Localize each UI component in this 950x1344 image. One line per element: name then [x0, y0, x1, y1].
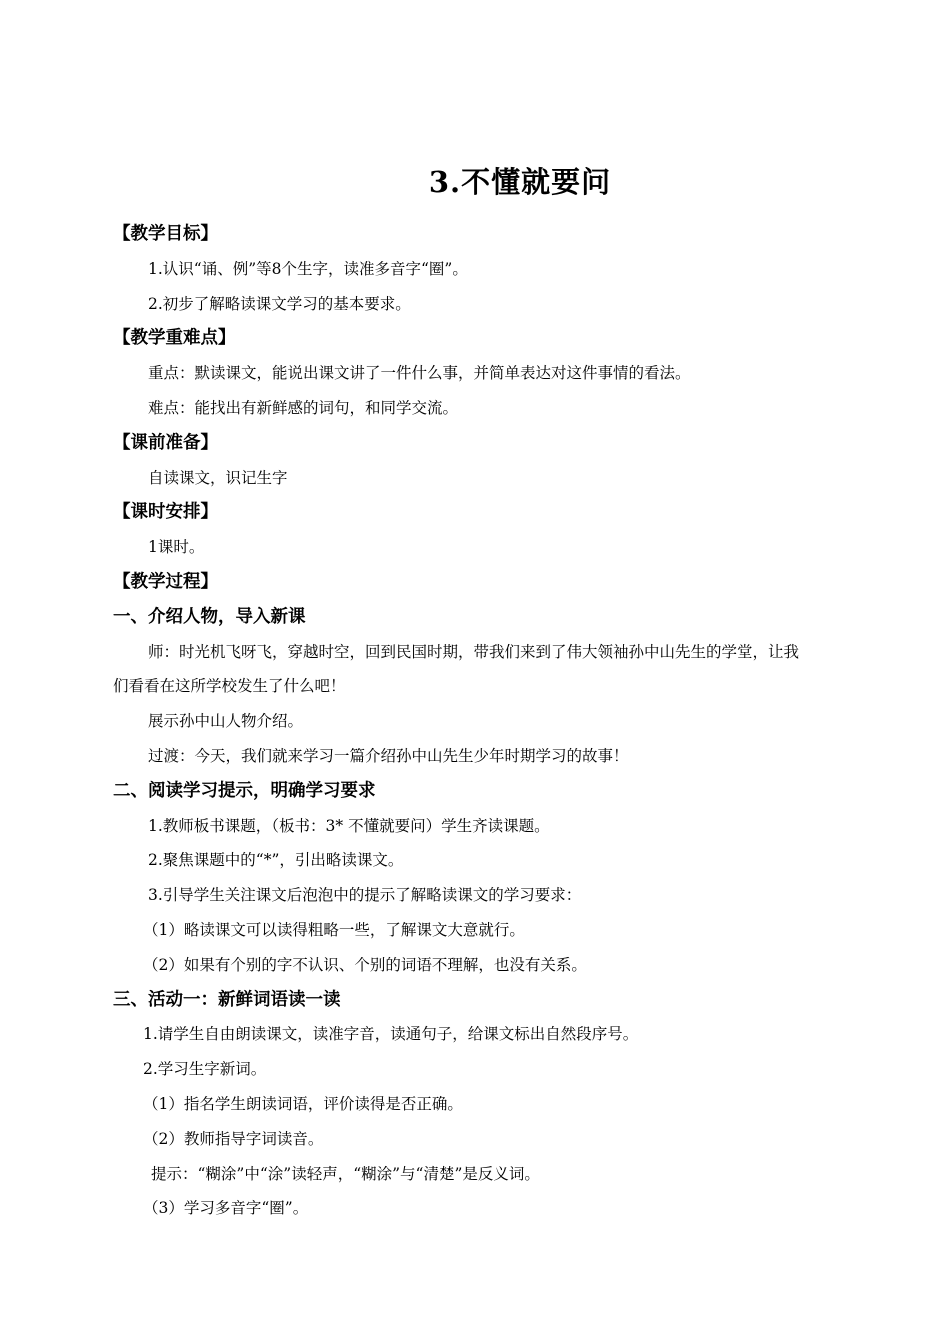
- list-item: 1.教师板书课题，（板书：3* 不懂就要问）学生齐读课题。: [148, 816, 550, 835]
- hint-text: 提示：“糊涂”中“涂”读轻声，“糊涂”与“清楚”是反义词。: [151, 1164, 540, 1183]
- part-heading-3: 三、活动一：新鲜词语读一读: [113, 989, 341, 1010]
- section-heading-process: 【教学过程】: [113, 571, 218, 592]
- sub-item: （2）教师指导字词读音。: [143, 1129, 324, 1148]
- list-item: 2.学习生字新词。: [143, 1060, 267, 1079]
- sub-item: （1）略读课文可以读得粗略一些，了解课文大意就行。: [143, 920, 525, 939]
- section-heading-prep: 【课前准备】: [113, 432, 218, 453]
- part-heading-2: 二、阅读学习提示，明确学习要求: [113, 780, 376, 801]
- section-heading-time: 【课时安排】: [113, 502, 218, 523]
- document-body: [113, 217, 853, 1226]
- time-text: 1课时。: [148, 538, 205, 557]
- difficulty-point: 难点：能找出有新鲜感的词句，和同学交流。: [148, 398, 459, 417]
- paragraph-line: 过渡：今天，我们就来学习一篇介绍孙中山先生少年时期学习的故事！: [148, 746, 629, 765]
- document-title: 3.不懂就要问: [428, 165, 612, 199]
- sub-item: （3）学习多音字“圈”。: [143, 1199, 309, 1218]
- paragraph-line: 展示孙中山人物介绍。: [148, 712, 304, 731]
- part-heading-1: 一、介绍人物，导入新课: [113, 606, 306, 627]
- key-point: 重点：默读课文，能说出课文讲了一件什么事，并简单表达对这件事情的看法。: [148, 364, 691, 383]
- list-item: 3.引导学生关注课文后泡泡中的提示了解略读课文的学习要求：: [148, 886, 582, 905]
- prep-text: 自读课文，识记生字: [148, 468, 288, 487]
- list-item: 2.聚焦课题中的“*”，引出略读课文。: [148, 851, 404, 870]
- list-item: 1.请学生自由朗读课文，读准字音，读通句子，给课文标出自然段序号。: [143, 1025, 639, 1044]
- paragraph-line: 师：时光机飞呀飞，穿越时空，回到民国时期，带我们来到了伟大领袖孙中山先生的学堂，让我: [148, 642, 800, 661]
- section-heading-goals: 【教学目标】: [113, 224, 218, 244]
- goal-item: 1.认识“诵、例”等8个生字，读准多音字“圈”。: [148, 259, 468, 278]
- sub-item: （1）指名学生朗读词语，评价读得是否正确。: [143, 1094, 463, 1113]
- paragraph-line: 们看看在这所学校发生了什么吧！: [113, 677, 346, 696]
- section-heading-keypoints: 【教学重难点】: [113, 328, 236, 349]
- sub-item: （2）如果有个别的字不认识、个别的词语不理解，也没有关系。: [143, 955, 587, 974]
- goal-item: 2.初步了解略读课文学习的基本要求。: [148, 294, 411, 313]
